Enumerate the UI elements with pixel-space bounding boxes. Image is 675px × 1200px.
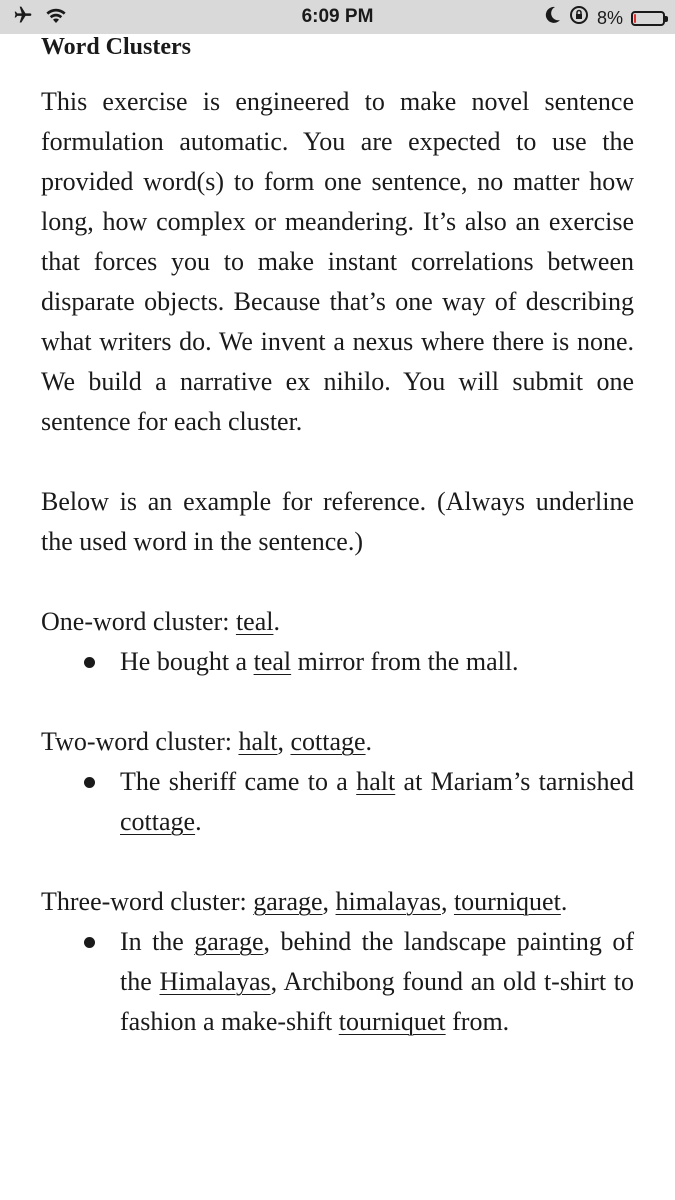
cluster-two-examples <box>41 762 634 842</box>
cluster-three-examples <box>41 922 634 1042</box>
used-word: halt <box>356 767 396 796</box>
cluster-word: garage <box>253 887 323 916</box>
used-word: Himalayas <box>159 967 271 996</box>
cluster-one-label: One-word cluster: teal. <box>41 607 280 636</box>
used-word: garage <box>194 927 264 956</box>
battery-level-fill <box>634 14 636 23</box>
used-word: teal <box>253 647 292 676</box>
bullet-icon <box>84 777 95 788</box>
cluster-word: halt <box>238 727 278 756</box>
used-word: cottage <box>120 807 196 836</box>
cluster-one-examples <box>41 642 634 682</box>
bullet-icon <box>84 937 95 948</box>
cluster-word: himalayas <box>335 887 441 916</box>
document <box>41 34 634 1042</box>
cluster-word: teal <box>235 607 274 636</box>
intro-paragraph: This exercise is engineered to make novel sentence formulation automatic. You are expected to use the provided word(s) to form one sentence, no matter how long, how complex or meandering. It’s also an exercise that forces you to make instant correlations between disparate objects. Because that’s one way of describing what writers do. We invent a nexus where there is none. We build a narrative ex nihilo. You will submit one sentence for each cluster. <box>41 87 634 436</box>
document-heading: Word Clusters <box>41 34 191 60</box>
example-sentence: He bought a teal mirror from the mall. <box>41 642 634 682</box>
example-sentence: The sheriff came to a halt at Mariam’s tarnished cottage. <box>41 762 634 842</box>
status-time: 6:09 PM <box>301 6 374 27</box>
moon-icon <box>545 6 561 30</box>
example-sentence: In the garage, behind the landscape painting of the Himalayas, Archibong found an old t-shirt to fashion a make-shift tourniquet from. <box>41 922 634 1042</box>
cluster-two-label: Two-word cluster: halt, cottage. <box>41 727 373 756</box>
bullet-icon <box>84 657 95 668</box>
cluster-word: tourniquet <box>453 887 561 916</box>
status-bar <box>0 0 675 34</box>
example-note: Below is an example for reference. (Always underline the used word in the sentence.) <box>41 487 634 556</box>
status-bar-right <box>545 5 665 31</box>
battery-icon <box>631 11 665 26</box>
orientation-lock-icon <box>569 5 589 31</box>
cluster-word: cottage <box>290 727 366 756</box>
used-word: tourniquet <box>338 1007 446 1036</box>
cluster-three-label: Three-word cluster: garage, himalayas, tourniquet. <box>41 887 568 916</box>
battery-percent: 8% <box>596 7 623 28</box>
